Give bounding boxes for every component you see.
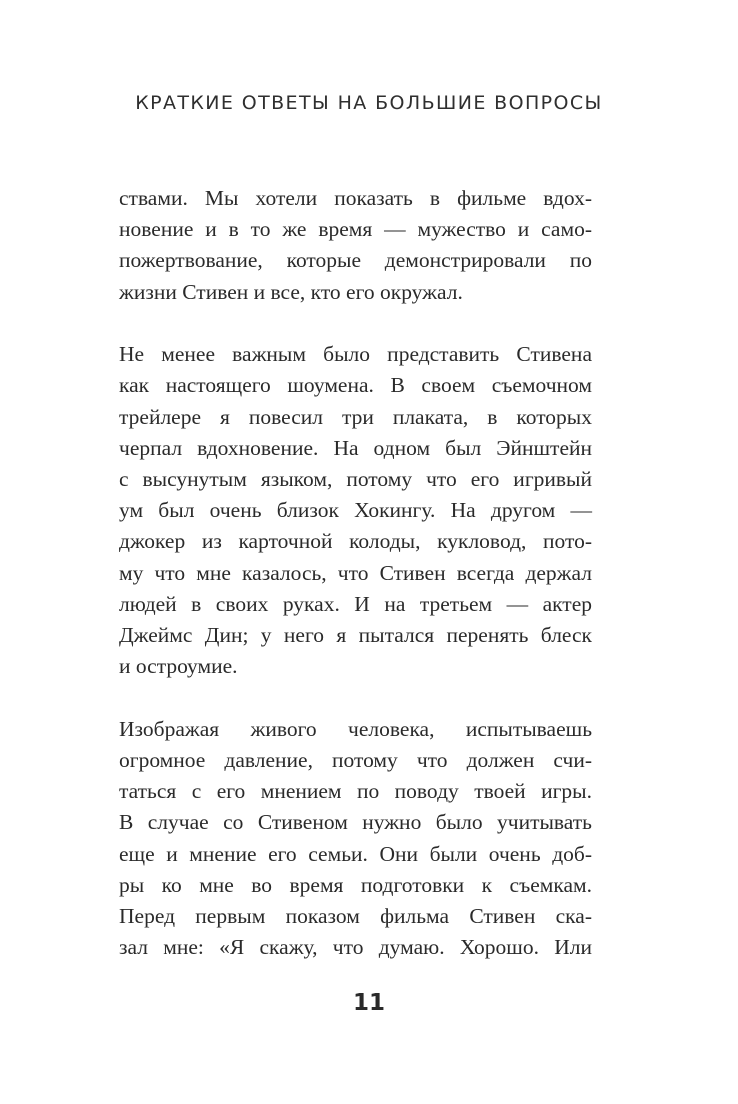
text-line: В случае со Стивеном нужно было учитывать [119,810,592,835]
text-line: джокер из карточной колоды, кукловод, пото- [119,529,592,554]
running-header: КРАТКИЕ ОТВЕТЫ НА БОЛЬШИЕ ВОПРОСЫ [135,92,603,114]
text-line: таться с его мнением по поводу твоей игры. [119,779,592,804]
text-line: людей в своих руках. И на третьем — актер [119,591,592,616]
body-text [119,183,592,963]
text-line: пожертвование, которые демонстрировали по [119,248,592,273]
text-line: зал мне: «Я скажу, что думаю. Хорошо. Или [119,935,592,960]
text-line: ствами. Мы хотели показать в фильме вдох- [119,186,592,210]
text-line: трейлере я повесил три плаката, в которых [119,404,592,429]
text-line: Перед первым показом фильма Стивен ска- [119,903,592,928]
text-line: как настоящего шоумена. В своем съемочном [119,373,592,398]
paragraph [119,339,592,682]
text-line: огромное давление, потому что должен счи- [119,748,592,772]
paragraph [119,714,592,964]
text-line: Джеймс Дин; у него я пытался перенять блеск [119,622,592,647]
page-number: 11 [352,990,385,1016]
text-line: и остроумие. [119,654,238,679]
text-line: с высунутым языком, потому что его игривый [119,467,592,491]
text-line: ры ко мне во время подготовки к съемкам. [119,872,592,897]
text-line: му что мне казалось, что Стивен всегда держал [119,560,592,585]
text-line: еще и мнение его семьи. Они были очень доб- [119,841,592,866]
text-line: черпал вдохновение. На одном был Эйнштейн [119,435,592,460]
text-line: ум был очень близок Хокингу. На другом — [119,498,592,523]
text-line: жизни Стивен и все, кто его окружал. [119,279,463,304]
text-line: новение и в то же время — мужество и само- [119,217,592,242]
paragraph [119,183,592,308]
text-line: Изображая живого человека, испытываешь [119,716,592,741]
text-line: Не менее важным было представить Стивена [119,342,592,367]
